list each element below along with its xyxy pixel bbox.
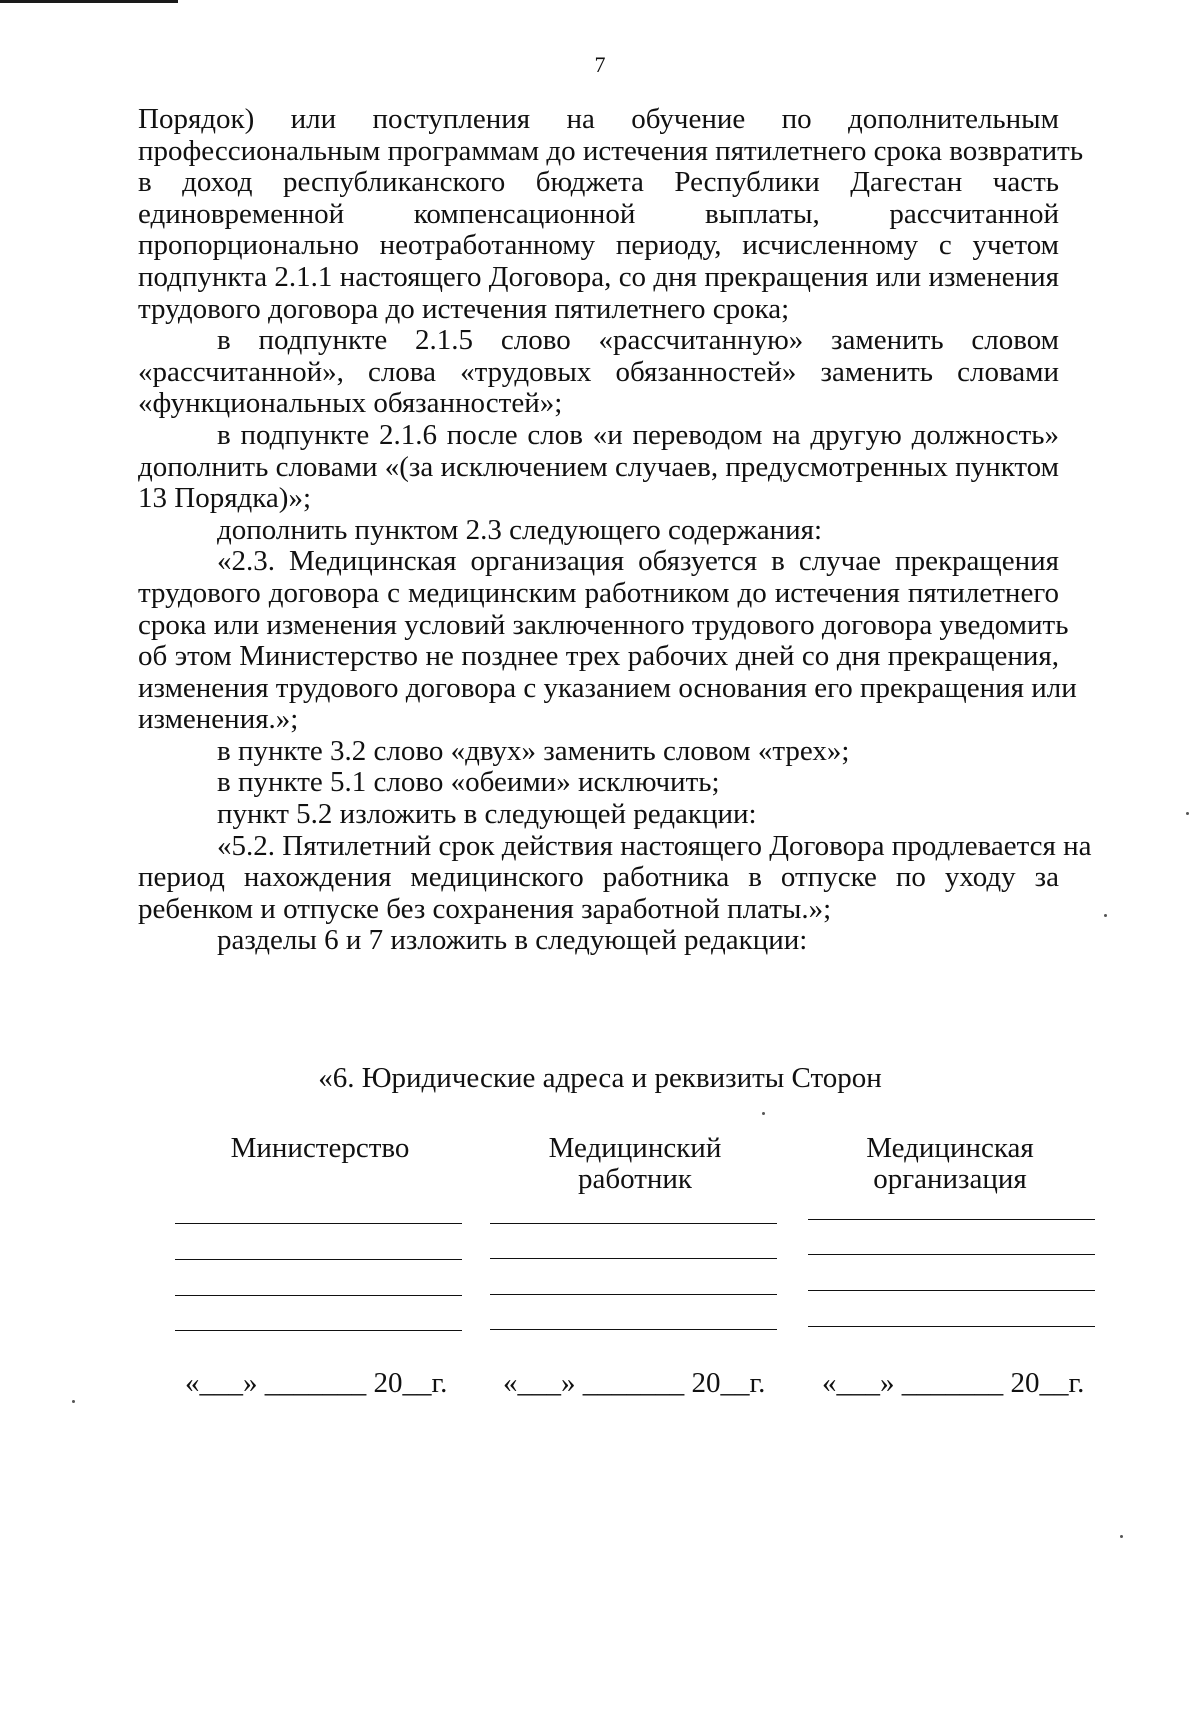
- body-line: дополнить словами «(за исключением случаев, предусмотренных пунктом: [138, 450, 1059, 483]
- body-line: пункт 5.2 изложить в следующей редакции:: [217, 798, 757, 831]
- body-line: «функциональных обязанностей»;: [138, 387, 563, 420]
- body-line: дополнить пунктом 2.3 следующего содержания:: [217, 513, 823, 546]
- body-line: изменения трудового договора с указанием основания его прекращения или: [138, 671, 1077, 704]
- body-line: в подпункте 2.1.6 после слов «и переводом на другую должность»: [217, 418, 1059, 451]
- section-heading: «6. Юридические адреса и реквизиты Сторон: [318, 1062, 882, 1094]
- body-line: трудового договора до истечения пятилетнего срока;: [138, 292, 790, 325]
- organization-line-3: [808, 1290, 1095, 1291]
- body-line: подпункта 2.1.1 настоящего Договора, со дня прекращения или изменения: [138, 260, 1059, 293]
- body-line: «2.3. Медицинская организация обязуется в случае прекращения: [217, 545, 1059, 578]
- scan-speck: [1104, 914, 1107, 917]
- scan-edge-mark: [0, 0, 178, 3]
- document-body: [0, 104, 1200, 957]
- body-line: период нахождения медицинского работника в отпуске по уходу за: [138, 861, 1059, 894]
- body-line: об этом Министерство не позднее трех рабочих дней со дня прекращения,: [138, 640, 1059, 673]
- body-line: 13 Порядка)»;: [138, 482, 312, 515]
- body-line: в подпункте 2.1.5 слово «рассчитанную» заменить словом: [217, 324, 1059, 357]
- organization-line-1: [808, 1219, 1095, 1220]
- body-line: Порядок) или поступления на обучение по дополнительным: [138, 103, 1059, 135]
- ministry-line-4: [175, 1330, 462, 1331]
- worker-line-3: [490, 1294, 777, 1295]
- body-line: единовременной компенсационной выплаты, рассчитанной: [138, 197, 1059, 230]
- body-line: изменения.»;: [138, 703, 299, 736]
- organization-line-2: [808, 1254, 1095, 1255]
- scan-speck: [1120, 1535, 1123, 1538]
- ministry-line-3: [175, 1295, 462, 1296]
- scan-speck: [1186, 812, 1189, 815]
- party-title-medical-worker: Медицинский работник: [548, 1132, 722, 1195]
- date-ministry: «___» _______ 20__г.: [185, 1367, 448, 1399]
- body-line: трудового договора с медицинским работником до истечения пятилетнего: [138, 576, 1059, 609]
- party-title-ministry: Министерство: [230, 1132, 410, 1164]
- body-line: в пункте 5.1 слово «обеими» исключить;: [217, 766, 720, 799]
- worker-line-1: [490, 1223, 777, 1224]
- body-line: профессиональным программам до истечения пятилетнего срока возвратить: [138, 134, 1084, 167]
- body-line: «рассчитанной», слова «трудовых обязанностей» заменить словами: [138, 355, 1059, 388]
- scan-speck: [762, 1112, 765, 1115]
- body-line: в доход республиканского бюджета Республики Дагестан часть: [138, 166, 1059, 199]
- worker-line-2: [490, 1258, 777, 1259]
- page-number: 7: [594, 52, 606, 77]
- party-title-medical-organization: Медицинская организация: [866, 1132, 1034, 1195]
- scan-speck: [72, 1400, 75, 1403]
- ministry-line-2: [175, 1259, 462, 1260]
- ministry-line-1: [175, 1223, 462, 1224]
- worker-line-4: [490, 1329, 777, 1330]
- body-line: срока или изменения условий заключенного трудового договора уведомить: [138, 608, 1069, 641]
- date-medical-organization: «___» _______ 20__г.: [822, 1367, 1085, 1399]
- body-line: пропорционально неотработанному периоду, исчисленному с учетом: [138, 229, 1059, 262]
- body-line: ребенком и отпуске без сохранения заработной платы.»;: [138, 892, 832, 925]
- organization-line-4: [808, 1326, 1095, 1327]
- date-medical-worker: «___» _______ 20__г.: [503, 1367, 766, 1399]
- body-line: «5.2. Пятилетний срок действия настоящего Договора продлевается на: [217, 829, 1092, 862]
- body-line: в пункте 3.2 слово «двух» заменить словом «трех»;: [217, 734, 850, 767]
- body-line: разделы 6 и 7 изложить в следующей редакции:: [217, 924, 808, 957]
